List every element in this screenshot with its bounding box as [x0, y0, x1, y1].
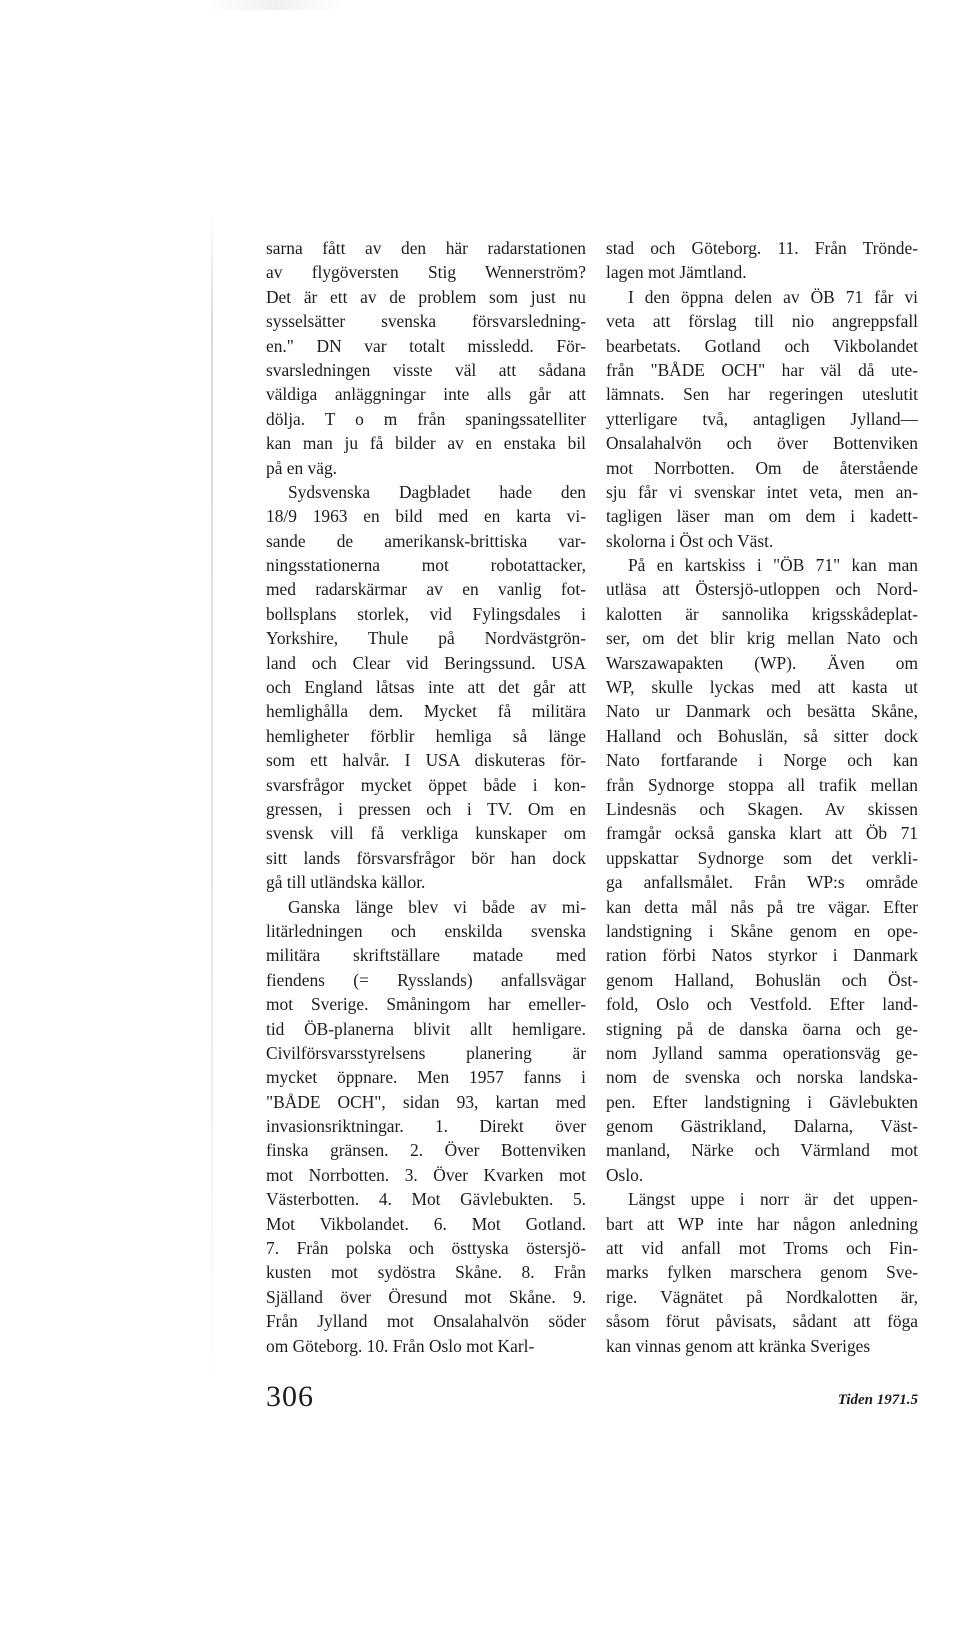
text-line: rige. Vägnätet på Nordkalotten är,: [606, 1286, 918, 1307]
text-line: uppskattar Sydnorge som det verkli-: [606, 847, 918, 868]
text-line: mycket öppnare. Men 1957 fanns i: [266, 1067, 586, 1088]
text-line: nom Jylland samma operationsväg ge-: [606, 1042, 918, 1063]
text-line: stigning på de danska öarna och ge-: [606, 1018, 918, 1039]
text-line: dölja. T o m från spaningssatelliter: [266, 408, 586, 429]
text-line: land och Clear vid Beringssund. USA: [266, 652, 586, 673]
text-line: kan vinnas genom att kränka Sveriges: [606, 1335, 871, 1356]
text-line: väldiga anläggningar inte alls går att: [266, 384, 586, 405]
text-line: Lindesnäs och Skagen. Av skissen: [606, 798, 918, 819]
text-line: landstigning i Skåne genom en ope-: [606, 920, 918, 941]
text-column-right: [606, 236, 918, 1358]
text-line: från "BÅDE OCH" har väl då ute-: [606, 359, 918, 380]
text-line: sysselsätter svenska försvarsledning-: [266, 311, 586, 332]
text-line: att vid anfall mot Troms och Fin-: [606, 1238, 918, 1259]
text-line: sju får vi svenskar intet veta, men an-: [606, 481, 918, 502]
text-line: Yorkshire, Thule på Nordvästgrön-: [266, 628, 586, 649]
text-line: Från Jylland mot Onsalahalvön söder: [266, 1311, 586, 1332]
text-line: Själland över Öresund mot Skåne. 9.: [266, 1286, 586, 1307]
text-line: såsom förut påvisats, sådant att föga: [606, 1311, 918, 1332]
text-line: Mot Vikbolandet. 6. Mot Gotland.: [266, 1213, 586, 1234]
scan-artifact-top: [205, 0, 345, 10]
text-line: På en kartskiss i "ÖB 71" kan man: [628, 555, 918, 576]
text-line: bearbetats. Gotland och Vikbolandet: [606, 335, 918, 356]
text-line: militära skriftställare matade med: [266, 945, 586, 966]
text-line: utläsa att Östersjö-utloppen och Nord-: [606, 579, 918, 600]
text-line: manland, Närke och Värmland mot: [606, 1140, 918, 1161]
text-line: svensk vill få verkliga kunskaper om: [266, 823, 586, 844]
text-line: 7. Från polska och östtyska östersjö-: [266, 1238, 586, 1259]
text-line: ser, om det blir krig mellan Nato och: [606, 628, 918, 649]
text-line: en." DN var totalt missledd. För-: [266, 335, 586, 356]
text-line: genom Halland, Bohuslän och Öst-: [606, 969, 918, 990]
text-line: svarsledningen visste väl att sådana: [266, 359, 586, 380]
text-line: mot Norrbotten. Om de återstående: [606, 457, 918, 478]
text-line: kan detta mål nås på tre vägar. Efter: [606, 896, 918, 917]
text-line: Civilförsvarsstyrelsens planering är: [266, 1042, 586, 1063]
text-line: från Sydnorge stoppa all trafik mellan: [606, 774, 918, 795]
text-line: Halland och Bohuslän, så sitter dock: [606, 725, 918, 746]
text-line: pen. Efter landstigning i Gävlebukten: [606, 1091, 918, 1112]
text-line: veta att förslag till nio angreppsfall: [606, 311, 918, 332]
text-line: marks fylken marschera genom Sve-: [606, 1262, 918, 1283]
text-line: och England låtsas inte att det går att: [266, 677, 586, 698]
text-line: genom Gästrikland, Dalarna, Väst-: [606, 1116, 918, 1137]
text-line: ration förbi Natos styrkor i Danmark: [606, 945, 918, 966]
text-line: svarsfrågor mycket öppet både i kon-: [266, 774, 586, 795]
text-line: Sydsvenska Dagbladet hade den: [288, 481, 586, 502]
text-line: Ganska länge blev vi både av mi-: [288, 896, 586, 917]
text-line: finska gränsen. 2. Över Bottenviken: [266, 1140, 586, 1161]
text-line: ningsstationerna mot robotattacker,: [266, 555, 586, 576]
text-line: Nato fortfarande i Norge och kan: [606, 750, 918, 771]
text-line: mot Sverige. Småningom har emeller-: [266, 994, 586, 1015]
text-line: Västerbotten. 4. Mot Gävlebukten. 5.: [266, 1189, 586, 1210]
text-line: WP, skulle lyckas med att kasta ut: [606, 677, 918, 698]
page-number: 306: [266, 1380, 314, 1413]
text-line: kusten mot sydöstra Skåne. 8. Från: [266, 1262, 586, 1283]
text-line: I den öppna delen av ÖB 71 får vi: [628, 286, 918, 307]
text-line: sarna fått av den här radarstationen: [266, 238, 586, 258]
text-line: framgår också ganska klart att Öb 71: [606, 823, 918, 844]
text-line: ytterligare två, antagligen Jylland—: [606, 408, 918, 429]
journal-issue: Tiden 1971.5: [837, 1392, 918, 1408]
text-line: lämnats. Sen har regeringen uteslutit: [606, 384, 918, 405]
text-line: nom de svenska och norska landska-: [606, 1067, 918, 1088]
text-line: "BÅDE OCH", sidan 93, kartan med: [266, 1091, 586, 1112]
text-line: som ett halvår. I USA diskuteras för-: [266, 750, 586, 771]
text-line: Onsalahalvön och över Bottenviken: [606, 433, 918, 454]
text-line: 18/9 1963 en bild med en karta vi-: [266, 506, 586, 527]
text-line: med radarskärmar av en vanlig fot-: [266, 579, 586, 600]
text-line: Oslo.: [606, 1164, 644, 1185]
text-line: på en väg.: [266, 457, 337, 478]
text-line: bollsplans storlek, vid Fylingsdales i: [266, 603, 586, 624]
text-line: hemligheter förblir hemliga så länge: [266, 725, 586, 746]
text-line: Nato ur Danmark och besätta Skåne,: [606, 701, 918, 722]
text-line: tid ÖB-planerna blivit allt hemligare.: [266, 1018, 586, 1039]
text-line: litärledningen och enskilda svenska: [266, 920, 586, 941]
text-line: fold, Oslo och Vestfold. Efter land-: [606, 994, 918, 1015]
text-line: kan man ju få bilder av en enstaka bil: [266, 433, 586, 454]
text-line: skolorna i Öst och Väst.: [606, 530, 774, 551]
text-line: gå till utländska källor.: [266, 872, 426, 893]
text-line: kalotten är sannolika krigsskådeplat-: [606, 603, 918, 624]
text-line: mot Norrbotten. 3. Över Kvarken mot: [266, 1164, 586, 1185]
text-line: gressen, i pressen och i TV. Om en: [266, 798, 586, 819]
text-line: stad och Göteborg. 11. Från Trönde-: [606, 238, 918, 258]
text-line: av flygöversten Stig Wennerström?: [266, 262, 586, 283]
text-line: invasionsriktningar. 1. Direkt över: [266, 1116, 586, 1137]
text-line: tagligen läser man om dem i kadett-: [606, 506, 918, 527]
text-line: om Göteborg. 10. Från Oslo mot Karl-: [266, 1335, 535, 1356]
text-line: Det är ett av de problem som just nu: [266, 286, 586, 307]
text-line: lagen mot Jämtland.: [606, 262, 747, 283]
text-column-left: [266, 236, 586, 1358]
text-line: Längst uppe i norr är det uppen-: [628, 1189, 918, 1210]
text-line: hemlighålla dem. Mycket få militära: [266, 701, 586, 722]
text-line: bart att WP inte har någon anledning: [606, 1213, 918, 1234]
text-line: fiendens (= Rysslands) anfallsvägar: [266, 969, 586, 990]
text-line: sitt lands försvarsfrågor bör han dock: [266, 847, 586, 868]
text-line: Warszawapakten (WP). Även om: [606, 652, 918, 673]
text-line: ga anfallsmålet. Från WP:s område: [606, 872, 918, 893]
scan-page-edge: [211, 210, 213, 1390]
text-line: sande de amerikansk-brittiska var-: [266, 530, 586, 551]
